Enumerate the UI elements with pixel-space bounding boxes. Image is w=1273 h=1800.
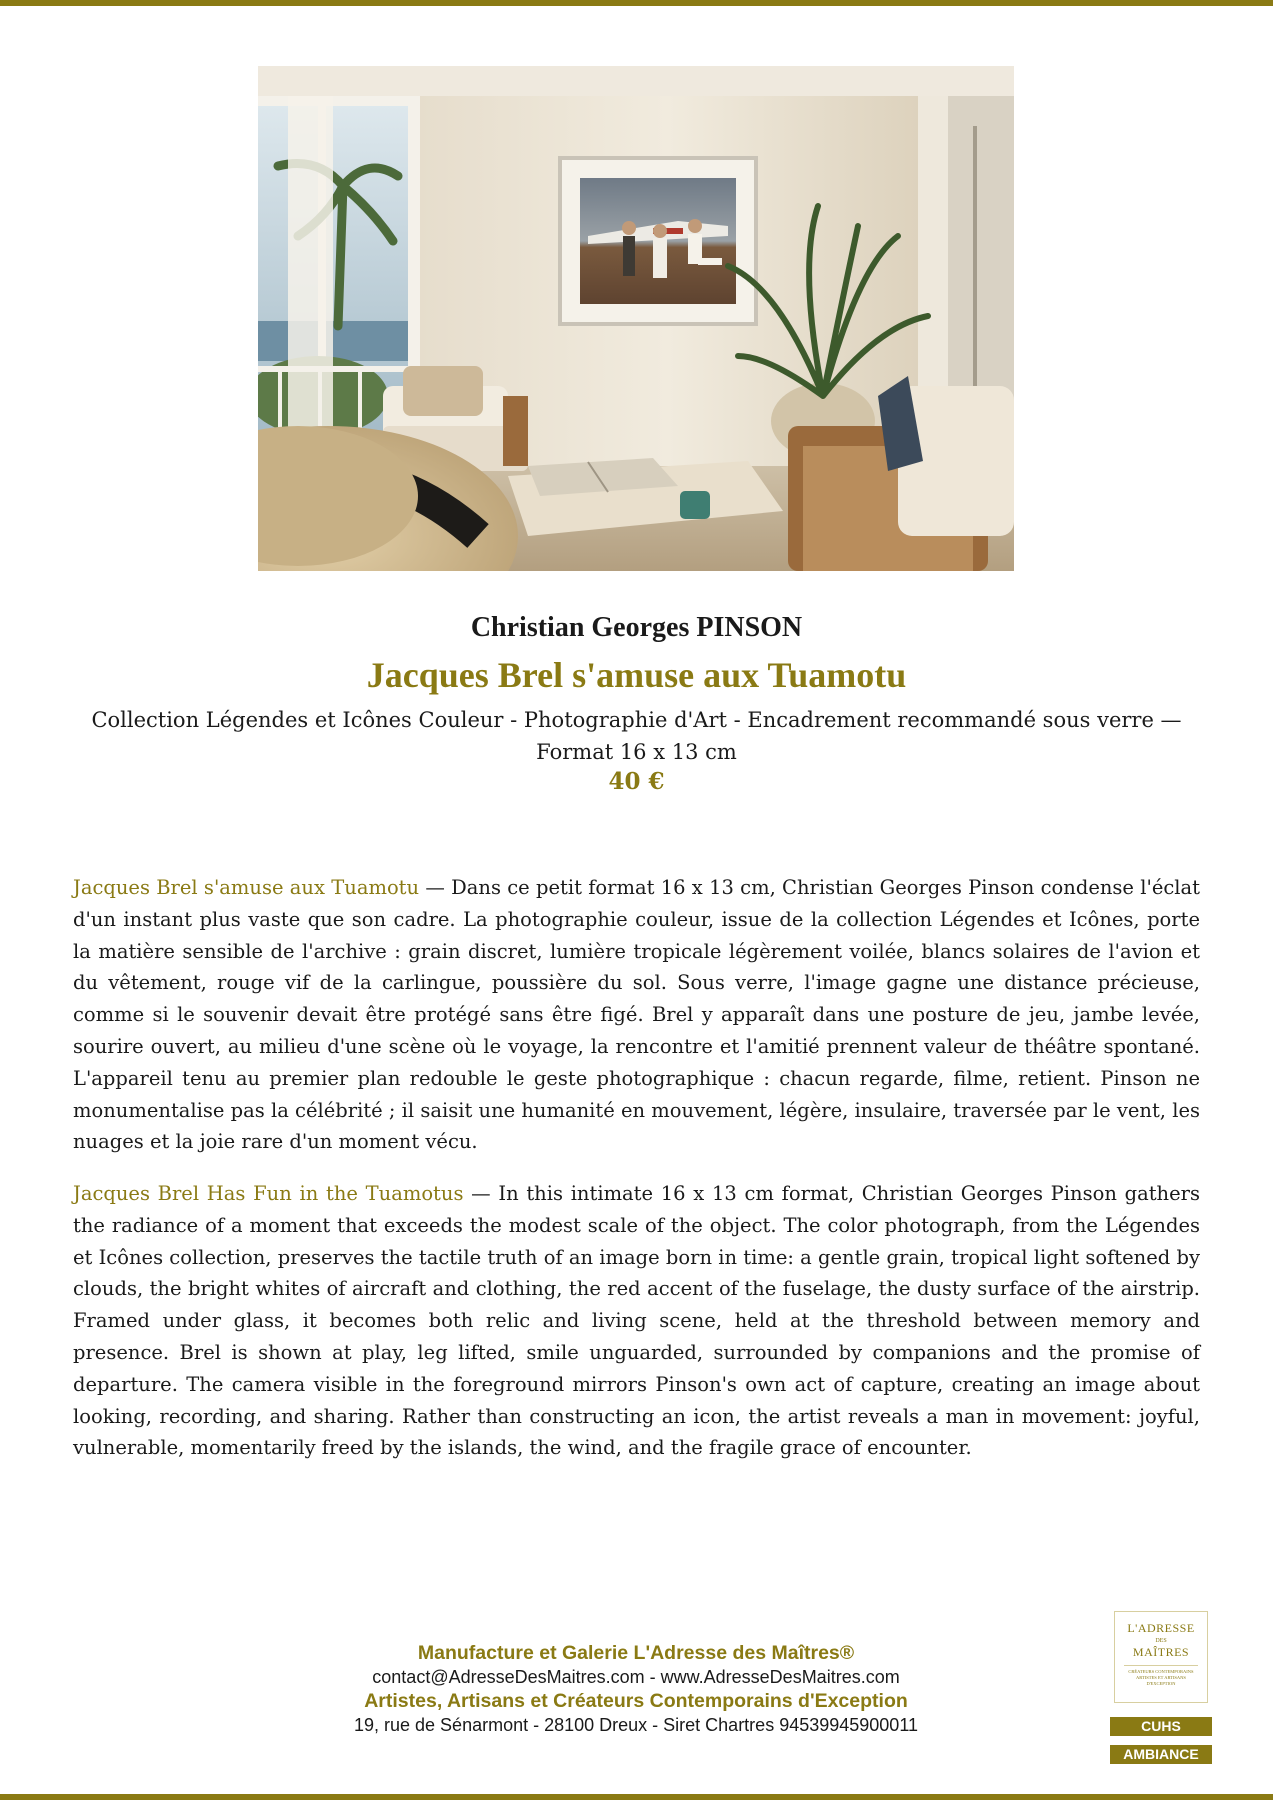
description-french [73, 872, 1200, 1158]
artist-name: Christian Georges PINSON [470, 612, 803, 643]
artwork-price: 40 € [608, 768, 665, 795]
logo-line-4: CRÉATEURS CONTEMPORAINS ARTISTES ET ARTISANS D'EXCEPTION [1128, 1669, 1194, 1686]
description-english-lead: Jacques Brel Has Fun in the Tuamotus [73, 1182, 464, 1205]
logo-line-1: L'ADRESSE [1127, 1621, 1195, 1635]
description-english [73, 1178, 1200, 1464]
hero-interior-photo [258, 66, 1014, 571]
footer-contact[interactable]: contact@AdresseDesMaitres.com - www.AdresseDesMaitres.com [372, 1667, 900, 1687]
badge-ambiance: AMBIANCE [1110, 1745, 1212, 1764]
artwork-title: Jacques Brel s'amuse aux Tuamotu [366, 655, 907, 695]
description-french-lead: Jacques Brel s'amuse aux Tuamotu [73, 876, 420, 899]
logo-line-3: MAÎTRES [1132, 1645, 1190, 1659]
top-accent-bar [0, 0, 1273, 6]
footer-tagline: Artistes, Artisans et Créateurs Contemporains d'Exception [364, 1690, 908, 1712]
footer-company: Manufacture et Galerie L'Adresse des Maîtres® [417, 1642, 855, 1664]
badge-cuhs: CUHS [1110, 1717, 1212, 1736]
footer-address: 19, rue de Sénarmont - 28100 Dreux - Siret Chartres 94539945900011 [353, 1715, 919, 1735]
description-french-body: — Dans ce petit format 16 x 13 cm, Christian Georges Pinson condense l'éclat d'un instant plus vaste que son cadre. La photographie couleur, issue de la collection Légendes et Icônes, porte la matière sensible de l'archive : grain discret, lumière tropicale légèrement voilée, blancs solaires de l'avion et du vêtement, rouge vif de la carlingue, poussière du sol. Sous verre, l'image gagne une distance précieuse, comme si le souvenir devait être protégé sans être figé. Brel y apparaît dans une posture de jeu, jambe levée, sourire ouvert, au milieu d'une scène où le voyage, la rencontre et l'amitié prennent valeur de théâtre spontané. L'appareil tenu au premier plan redouble le geste photographique : chacun regarde, filme, retient. Pinson ne monumentalise pas la célébrité ; il saisit une humanité en mouvement, légère, insulaire, traversée par le vent, les nuages et la joie rare d'un moment vécu. [73, 876, 1200, 1154]
bottom-accent-bar [0, 1794, 1273, 1800]
logo-divider [1124, 1665, 1198, 1666]
gallery-logo [1114, 1611, 1208, 1703]
logo-line-2: DES [1155, 1638, 1167, 1644]
artwork-subtitle: Collection Légendes et Icônes Couleur - Photographie d'Art - Encadrement recommandé sous verre — Format 16 x 13 cm [91, 708, 1182, 764]
footer [236, 1641, 1036, 1737]
description-english-body: — In this intimate 16 x 13 cm format, Christian Georges Pinson gathers the radiance of a moment that exceeds the modest scale of the object. The color photograph, from the Légendes et Icônes collection, preserves the tactile truth of an image born in time: a gentle grain, tropical light softened by clouds, the bright whites of aircraft and clothing, the red accent of the fuselage, the dusty surface of the airstrip. Framed under glass, it becomes both relic and living scene, held at the threshold between memory and presence. Brel is shown at play, leg lifted, smile unguarded, surrounded by companions and the promise of departure. The camera visible in the foreground mirrors Pinson's own act of capture, creating an image about looking, recording, and sharing. Rather than constructing an icon, the artist reveals a man in movement: joyful, vulnerable, momentarily freed by the islands, the wind, and the fragile grace of encounter. [73, 1182, 1200, 1460]
